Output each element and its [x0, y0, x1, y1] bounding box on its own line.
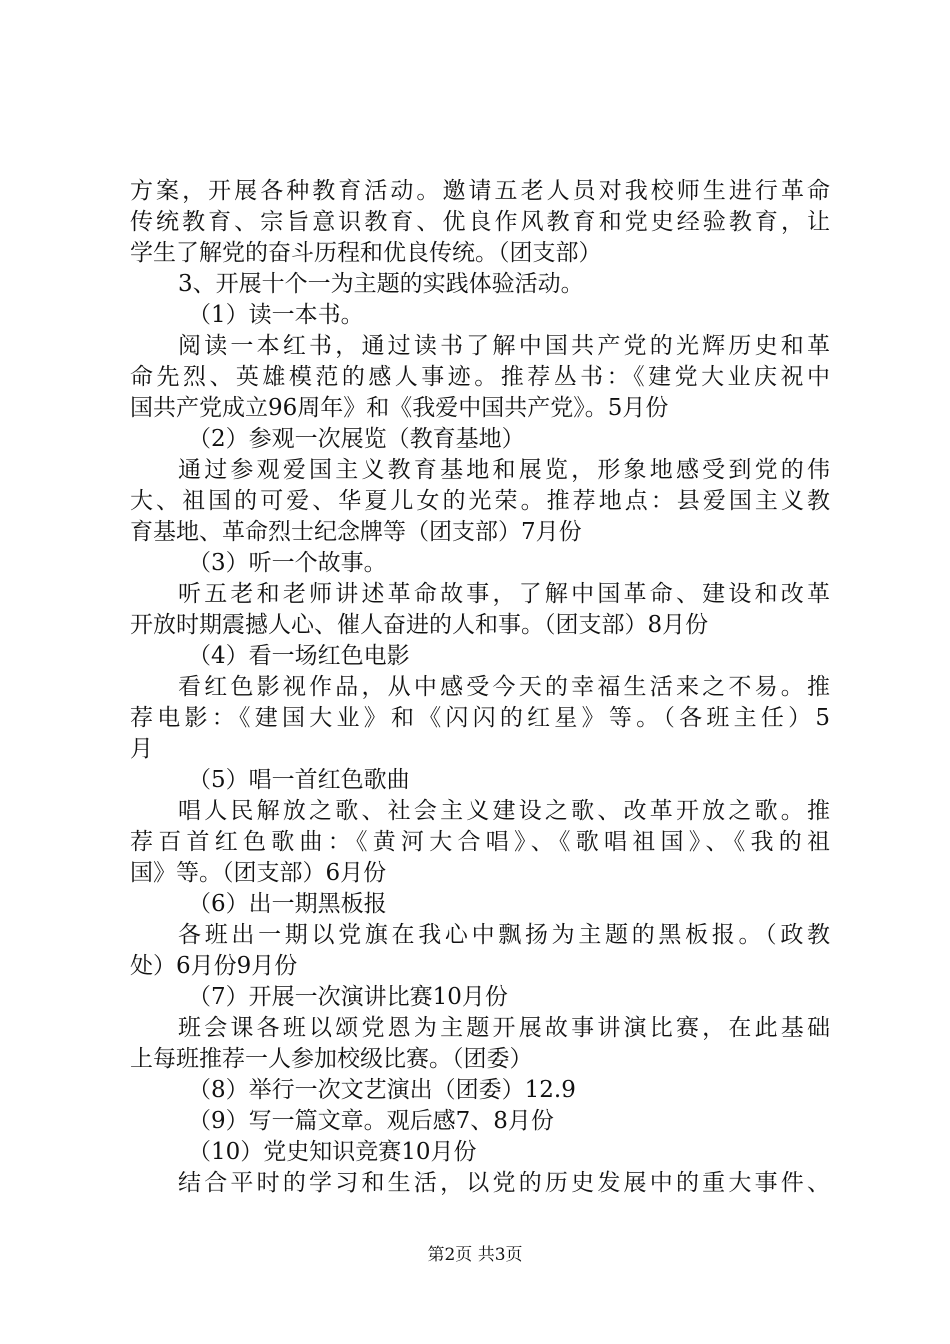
body-text-line: 阅读一本红书，通过读书了解中国共产党的光辉历史和革: [178, 333, 830, 359]
body-text-line: 国共产党成立96周年》和《我爱中国共产党》。5月份: [130, 395, 669, 421]
item-heading: （4）看一场红色电影: [188, 643, 410, 669]
body-text-line: 上每班推荐一人参加校级比赛。（团委）: [130, 1046, 533, 1072]
body-text-line: 国》等。（团支部）6月份: [130, 860, 387, 886]
body-text-line: 荐百首红色歌曲：《黄河大合唱》、《歌唱祖国》、《我的祖: [130, 829, 830, 855]
body-text-line: 学生了解党的奋斗历程和优良传统。（团支部）: [130, 240, 602, 266]
body-text-line: 听五老和老师讲述革命故事，了解中国革命、建设和改革: [178, 581, 830, 607]
page-number-footer: 第2页 共3页: [427, 1245, 523, 1265]
item-heading: （8）举行一次文艺演出（团委）12.9: [188, 1077, 576, 1103]
section-heading: 3、开展十个一为主题的实践体验活动。: [178, 271, 584, 297]
body-text-line: 看红色影视作品，从中感受今天的幸福生活来之不易。推: [178, 674, 830, 700]
body-text-line: 唱人民解放之歌、社会主义建设之歌、改革开放之歌。推: [178, 798, 830, 824]
body-text-line: 命先烈、英雄模范的感人事迹。推荐丛书：《建党大业庆祝中: [130, 364, 830, 390]
body-text-line: 荐电影：《建国大业》和《闪闪的红星》等。（各班主任）5: [130, 705, 830, 731]
body-text-line: 结合平时的学习和生活，以党的历史发展中的重大事件、: [178, 1170, 830, 1196]
body-text-line: 育基地、革命烈士纪念牌等（团支部）7月份: [130, 519, 582, 545]
item-heading: （5）唱一首红色歌曲: [188, 767, 410, 793]
item-heading: （2）参观一次展览（教育基地）: [188, 426, 525, 452]
item-heading: （7）开展一次演讲比赛10月份: [188, 984, 508, 1010]
body-text-line: 方案，开展各种教育活动。邀请五老人员对我校师生进行革命: [130, 178, 830, 204]
item-heading: （6）出一期黑板报: [188, 891, 387, 917]
body-text-line: 通过参观爱国主义教育基地和展览，形象地感受到党的伟: [178, 457, 830, 483]
item-heading: （9）写一篇文章。观后感7、8月份: [188, 1108, 554, 1134]
item-heading: （3）听一个故事。: [188, 550, 387, 576]
body-text-line: 大、祖国的可爱、华夏儿女的光荣。推荐地点：县爱国主义教: [130, 488, 830, 514]
body-text-line: 班会课各班以颂党恩为主题开展故事讲演比赛，在此基础: [178, 1015, 830, 1041]
body-text-line: 各班出一期以党旗在我心中飘扬为主题的黑板报。（政教: [178, 922, 830, 948]
body-text-line: 月: [130, 736, 153, 762]
body-text-line: 传统教育、宗旨意识教育、优良作风教育和党史经验教育，让: [130, 209, 830, 235]
body-text-line: 开放时期震撼人心、催人奋进的人和事。（团支部）8月份: [130, 612, 709, 638]
item-heading: （10）党史知识竞赛10月份: [188, 1139, 477, 1165]
body-text-line: 处）6月份9月份: [130, 953, 298, 979]
item-heading: （1）读一本书。: [188, 302, 364, 328]
